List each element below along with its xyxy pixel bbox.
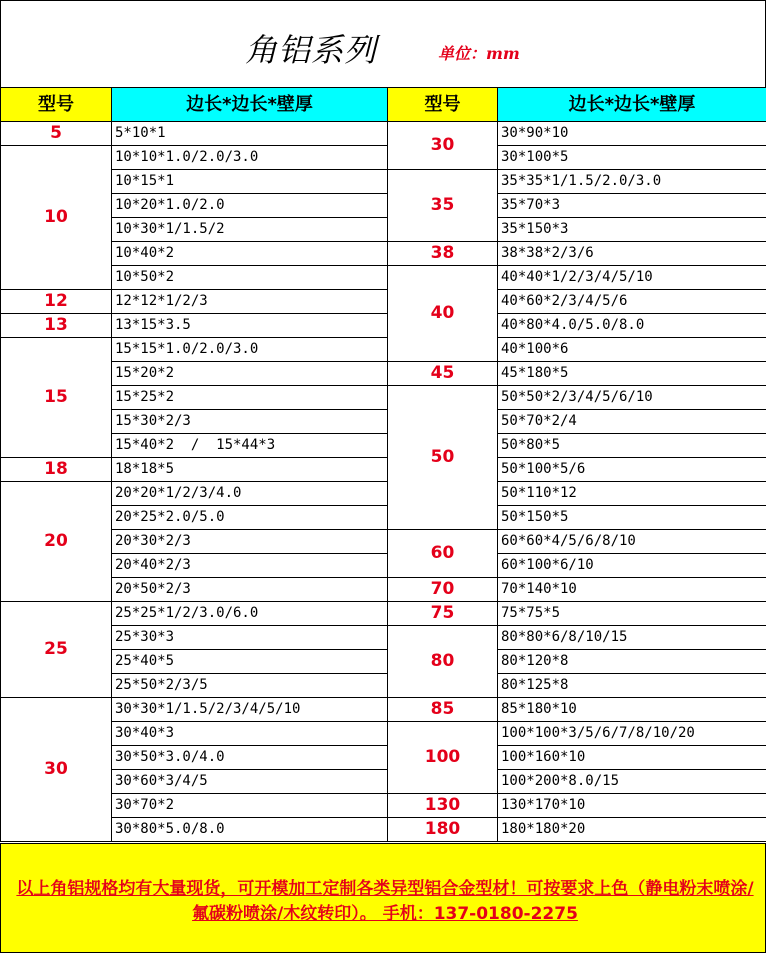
table-row (1, 698, 766, 722)
spec-cell: 30*60*3/4/5 (112, 770, 388, 794)
spec-cell: 100*160*10 (498, 746, 766, 770)
model-cell: 30 (1, 698, 112, 842)
spec-cell: 13*15*3.5 (112, 314, 388, 338)
model-cell: 75 (388, 602, 498, 626)
spec-cell: 50*80*5 (498, 434, 766, 458)
table-row (1, 482, 766, 506)
table-row (1, 722, 766, 746)
table-row (1, 122, 766, 146)
table-row (1, 290, 766, 314)
spec-cell: 25*30*3 (112, 626, 388, 650)
model-cell: 130 (388, 794, 498, 818)
model-cell: 12 (1, 290, 112, 314)
spec-cell: 100*100*3/5/6/7/8/10/20 (498, 722, 766, 746)
spec-cell: 15*40*2 / 15*44*3 (112, 434, 388, 458)
spec-header: 边长*边长*壁厚 (112, 88, 388, 122)
model-cell: 100 (388, 722, 498, 794)
spec-cell: 30*100*5 (498, 146, 766, 170)
table-row (1, 578, 766, 602)
footer-notice (0, 843, 766, 953)
table-row (1, 674, 766, 698)
table-row (1, 794, 766, 818)
model-cell: 20 (1, 482, 112, 602)
spec-cell: 45*180*5 (498, 362, 766, 386)
spec-cell: 20*20*1/2/3/4.0 (112, 482, 388, 506)
model-cell: 45 (388, 362, 498, 386)
table-row (1, 170, 766, 194)
model-cell: 70 (388, 578, 498, 602)
model-cell: 5 (1, 122, 112, 146)
spec-cell: 40*80*4.0/5.0/8.0 (498, 314, 766, 338)
spec-cell: 30*70*2 (112, 794, 388, 818)
spec-cell: 18*18*5 (112, 458, 388, 482)
model-cell: 18 (1, 458, 112, 482)
spec-cell: 30*80*5.0/8.0 (112, 818, 388, 842)
model-cell: 15 (1, 338, 112, 458)
spec-cell: 20*25*2.0/5.0 (112, 506, 388, 530)
spec-cell: 75*75*5 (498, 602, 766, 626)
model-cell: 80 (388, 626, 498, 698)
spec-cell: 20*30*2/3 (112, 530, 388, 554)
table-row (1, 530, 766, 554)
spec-cell: 10*10*1.0/2.0/3.0 (112, 146, 388, 170)
spec-cell: 30*90*10 (498, 122, 766, 146)
spec-cell: 100*200*8.0/15 (498, 770, 766, 794)
spec-cell: 40*100*6 (498, 338, 766, 362)
spec-cell: 25*40*5 (112, 650, 388, 674)
spec-cell: 50*50*2/3/4/5/6/10 (498, 386, 766, 410)
spec-cell: 50*110*12 (498, 482, 766, 506)
table-row (1, 434, 766, 458)
spec-cell: 10*50*2 (112, 266, 388, 290)
model-header: 型号 (388, 88, 498, 122)
table-row (1, 458, 766, 482)
table-row (1, 770, 766, 794)
spec-cell: 12*12*1/2/3 (112, 290, 388, 314)
spec-cell: 35*150*3 (498, 218, 766, 242)
page-title: 角铝系列 (245, 25, 377, 71)
spec-cell: 30*30*1/1.5/2/3/4/5/10 (112, 698, 388, 722)
spec-cell: 80*120*8 (498, 650, 766, 674)
spec-cell: 180*180*20 (498, 818, 766, 842)
table-row (1, 362, 766, 386)
spec-cell: 5*10*1 (112, 122, 388, 146)
spec-header: 边长*边长*壁厚 (498, 88, 766, 122)
spec-cell: 20*40*2/3 (112, 554, 388, 578)
spec-cell: 20*50*2/3 (112, 578, 388, 602)
spec-cell: 35*35*1/1.5/2.0/3.0 (498, 170, 766, 194)
spec-cell: 30*40*3 (112, 722, 388, 746)
spec-cell: 10*20*1.0/2.0 (112, 194, 388, 218)
spec-cell: 40*60*2/3/4/5/6 (498, 290, 766, 314)
spec-table (0, 87, 766, 842)
spec-cell: 35*70*3 (498, 194, 766, 218)
table-row (1, 194, 766, 218)
model-cell: 13 (1, 314, 112, 338)
spec-cell: 70*140*10 (498, 578, 766, 602)
spec-cell: 130*170*10 (498, 794, 766, 818)
spec-cell: 15*25*2 (112, 386, 388, 410)
spec-cell: 50*100*5/6 (498, 458, 766, 482)
footer-text: 以上角铝规格均有大量现货，可开模加工定制各类异型铝合金型材！可按要求上色（静电粉末喷涂/氟碳粉喷涂/木纹转印）。 手机：137-0180-2275 (9, 877, 761, 927)
spec-cell: 15*20*2 (112, 362, 388, 386)
spec-cell: 10*15*1 (112, 170, 388, 194)
model-cell: 10 (1, 146, 112, 290)
model-cell: 50 (388, 386, 498, 530)
table-row (1, 506, 766, 530)
table-row (1, 266, 766, 290)
table-row (1, 410, 766, 434)
table-row (1, 746, 766, 770)
model-cell: 85 (388, 698, 498, 722)
title-bar (0, 0, 766, 88)
spec-cell: 80*80*6/8/10/15 (498, 626, 766, 650)
table-row (1, 626, 766, 650)
spec-table-body (1, 88, 766, 842)
spec-cell: 60*60*4/5/6/8/10 (498, 530, 766, 554)
spec-cell: 38*38*2/3/6 (498, 242, 766, 266)
spec-cell: 80*125*8 (498, 674, 766, 698)
table-row (1, 602, 766, 626)
model-cell: 25 (1, 602, 112, 698)
model-cell: 38 (388, 242, 498, 266)
spec-cell: 10*30*1/1.5/2 (112, 218, 388, 242)
spec-cell: 50*150*5 (498, 506, 766, 530)
table-row (1, 554, 766, 578)
table-row (1, 218, 766, 242)
table-row (1, 242, 766, 266)
table-row (1, 338, 766, 362)
model-header: 型号 (1, 88, 112, 122)
spec-cell: 15*30*2/3 (112, 410, 388, 434)
spec-cell: 60*100*6/10 (498, 554, 766, 578)
model-cell: 35 (388, 170, 498, 242)
spec-cell: 85*180*10 (498, 698, 766, 722)
model-cell: 180 (388, 818, 498, 842)
table-row (1, 818, 766, 842)
header-row (1, 88, 766, 122)
spec-cell: 40*40*1/2/3/4/5/10 (498, 266, 766, 290)
unit-label: 单位：mm (438, 41, 520, 64)
table-row (1, 386, 766, 410)
spec-cell: 30*50*3.0/4.0 (112, 746, 388, 770)
spec-cell: 50*70*2/4 (498, 410, 766, 434)
spec-cell: 15*15*1.0/2.0/3.0 (112, 338, 388, 362)
spec-cell: 25*25*1/2/3.0/6.0 (112, 602, 388, 626)
spec-cell: 10*40*2 (112, 242, 388, 266)
table-row (1, 146, 766, 170)
spec-cell: 25*50*2/3/5 (112, 674, 388, 698)
model-cell: 30 (388, 122, 498, 170)
model-cell: 40 (388, 266, 498, 362)
model-cell: 60 (388, 530, 498, 578)
table-row (1, 650, 766, 674)
table-row (1, 314, 766, 338)
